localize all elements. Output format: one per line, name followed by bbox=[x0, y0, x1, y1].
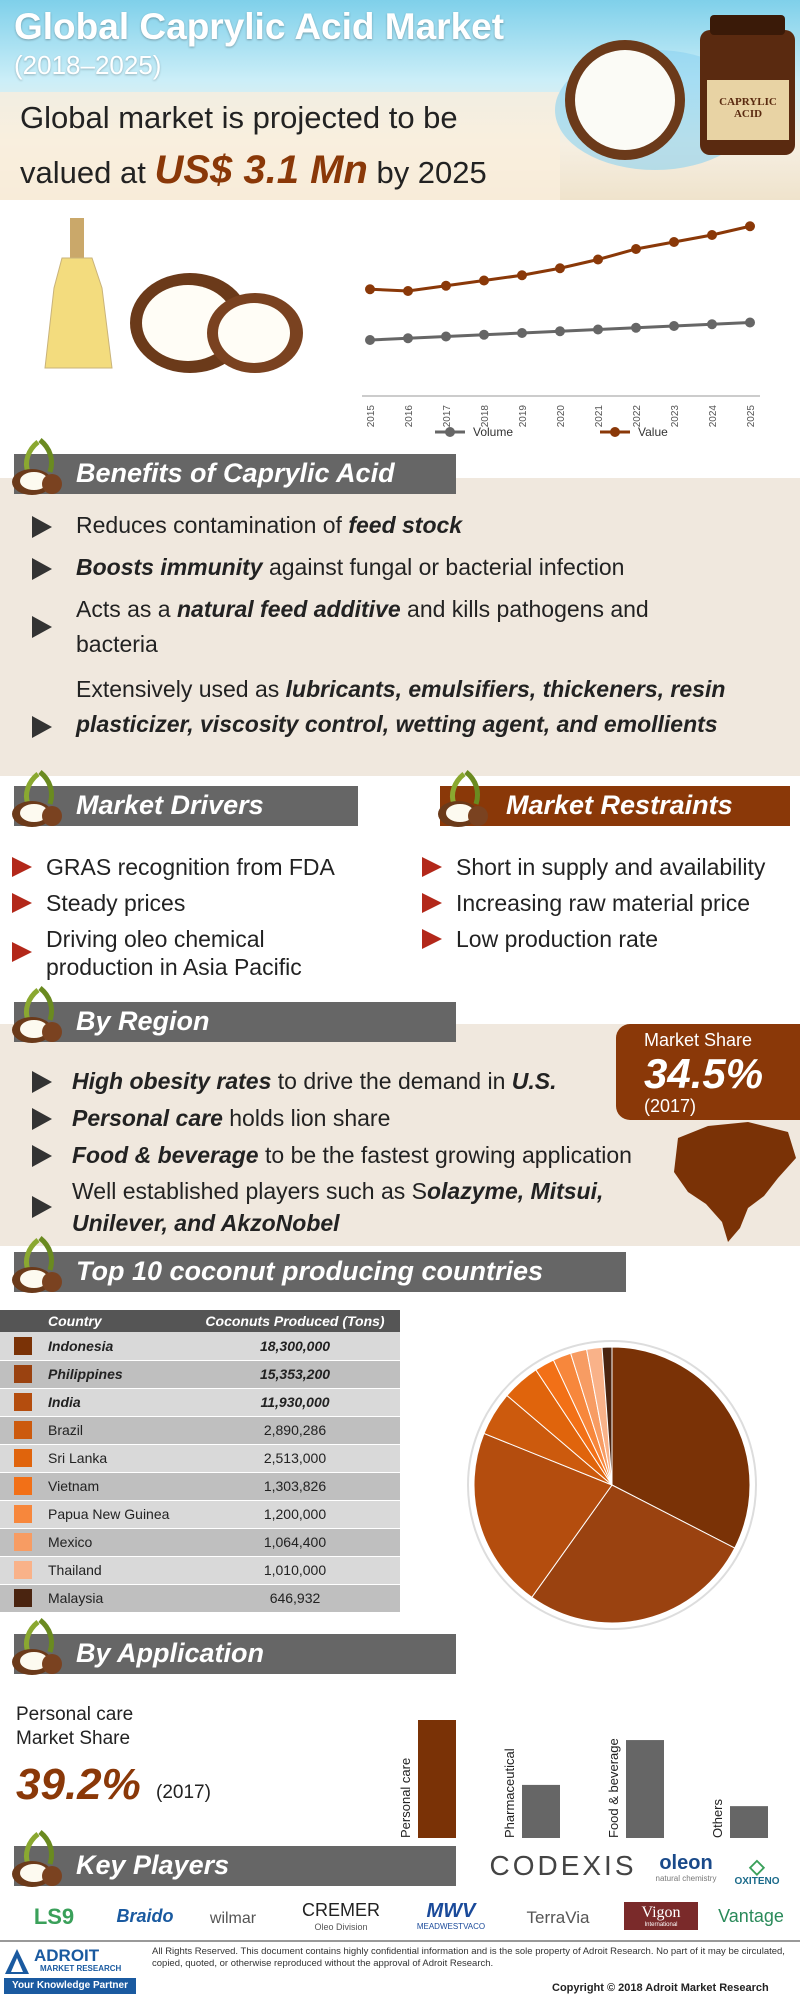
table-row bbox=[0, 1416, 400, 1444]
x-tick-label: 2019 bbox=[518, 405, 529, 428]
data-point bbox=[669, 237, 679, 247]
restraints-title: Market Restraints bbox=[506, 790, 733, 820]
table-row bbox=[0, 1388, 400, 1416]
tons-cell: 1,064,400 bbox=[190, 1528, 400, 1556]
legend-swatch-cell bbox=[0, 1584, 48, 1612]
driver-item: Driving oleo chemical production in Asia Pacific bbox=[46, 926, 302, 980]
benefit-item: Extensively used as lubricants, emulsifiers, thickeners, resin plasticizer, viscosity control, wetting agent, and emollients bbox=[76, 676, 726, 737]
logo-codexis: CODEXIS bbox=[489, 1850, 637, 1881]
data-point bbox=[631, 323, 641, 333]
legend-swatch-cell bbox=[0, 1332, 48, 1360]
logo-oxiteno-mark: ◇ bbox=[749, 1856, 765, 1878]
benefit-item: Boosts immunity against fungal or bacterial infection bbox=[76, 554, 625, 580]
tons-cell: 2,513,000 bbox=[190, 1444, 400, 1472]
legend-swatch bbox=[14, 1449, 32, 1467]
app-share-value: 39.2% bbox=[16, 1760, 141, 1809]
region-item: Food & beverage to be the fastest growing application bbox=[72, 1142, 632, 1168]
data-point bbox=[593, 255, 603, 265]
data-point bbox=[707, 230, 717, 240]
tons-cell: 2,890,286 bbox=[190, 1416, 400, 1444]
bullet-icon bbox=[32, 1071, 52, 1093]
logo-ls9: LS9 bbox=[33, 1904, 75, 1929]
coconut-palm-icon bbox=[10, 1236, 64, 1294]
tons-cell: 1,303,826 bbox=[190, 1472, 400, 1500]
bullet-icon bbox=[32, 1145, 52, 1167]
tons-cell: 1,200,000 bbox=[190, 1500, 400, 1528]
legend-swatch bbox=[14, 1393, 32, 1411]
country-cell: Vietnam bbox=[48, 1472, 190, 1500]
coconut-table bbox=[0, 1310, 400, 1613]
x-tick-label: 2024 bbox=[708, 405, 719, 428]
data-point bbox=[365, 284, 375, 294]
drivers-banner bbox=[14, 786, 358, 826]
x-tick-label: 2025 bbox=[746, 405, 757, 428]
players-banner bbox=[14, 1846, 456, 1886]
coconut-palm-icon bbox=[10, 1618, 64, 1676]
logo-oxiteno: OXITENO bbox=[734, 1876, 780, 1887]
legend-swatch-cell bbox=[0, 1360, 48, 1388]
bullet-icon bbox=[32, 1108, 52, 1130]
application-bar-chart bbox=[380, 1690, 780, 1840]
country-cell: Mexico bbox=[48, 1528, 190, 1556]
driver-item: GRAS recognition from FDA bbox=[46, 854, 335, 880]
bottle-cap bbox=[710, 15, 785, 35]
data-point bbox=[441, 281, 451, 291]
application-banner bbox=[14, 1634, 456, 1674]
legend-swatch bbox=[14, 1365, 32, 1383]
bar bbox=[626, 1740, 664, 1838]
north-america-map-icon bbox=[668, 1118, 800, 1246]
coconut-bottle-image bbox=[555, 0, 800, 200]
data-point bbox=[403, 286, 413, 296]
restraint-arrow-icon bbox=[422, 857, 442, 877]
data-point bbox=[707, 319, 717, 329]
bullet-icon bbox=[32, 558, 52, 580]
data-point bbox=[631, 244, 641, 254]
market-share-badge bbox=[616, 1024, 800, 1120]
region-banner bbox=[14, 1002, 456, 1042]
data-point bbox=[365, 335, 375, 345]
bullet-icon bbox=[32, 516, 52, 538]
legend-swatch-cell bbox=[0, 1472, 48, 1500]
driver-arrow-icon bbox=[12, 942, 32, 962]
coconut-banner bbox=[14, 1252, 626, 1292]
app-share-year: (2017) bbox=[156, 1782, 211, 1803]
data-point bbox=[517, 270, 527, 280]
legend-swatch-cell bbox=[0, 1416, 48, 1444]
oil-bottle bbox=[45, 258, 112, 368]
bottle-label-text: CAPRYLIC ACID bbox=[719, 96, 777, 120]
tons-cell: 11,930,000 bbox=[190, 1388, 400, 1416]
table-row bbox=[0, 1444, 400, 1472]
logo-oleon: oleon bbox=[659, 1852, 713, 1874]
drivers-title: Market Drivers bbox=[76, 790, 264, 820]
projection-line-1: Global market is projected to be bbox=[20, 100, 458, 135]
projection-line-2: valued at US$ 3.1 Mn by 2025 bbox=[20, 148, 487, 192]
bar-category-label: Others bbox=[710, 1798, 725, 1838]
logo-vigon: Vigon bbox=[624, 1902, 698, 1930]
country-cell: Indonesia bbox=[48, 1332, 190, 1360]
legend-swatch bbox=[14, 1589, 32, 1607]
legend-swatch bbox=[14, 1337, 32, 1355]
benefit-item: Reduces contamination of feed stock bbox=[76, 512, 463, 538]
col-header-country: Country bbox=[48, 1310, 190, 1332]
data-point bbox=[479, 276, 489, 286]
coconut-flesh bbox=[575, 50, 675, 150]
players-title: Key Players bbox=[76, 1850, 230, 1880]
bullet-icon bbox=[32, 616, 52, 638]
coconut-table-body bbox=[0, 1332, 400, 1612]
data-point bbox=[593, 325, 603, 335]
col-header-tons: Coconuts Produced (Tons) bbox=[190, 1310, 400, 1332]
projection-value: US$ 3.1 Mn bbox=[154, 148, 368, 192]
country-cell: Philippines bbox=[48, 1360, 190, 1388]
legend-swatch-cell bbox=[0, 1556, 48, 1584]
bar bbox=[418, 1720, 456, 1838]
market-share-value: 34.5% bbox=[644, 1050, 764, 1097]
table-row bbox=[0, 1584, 400, 1612]
x-tick-label: 2023 bbox=[670, 405, 681, 428]
restraint-arrow-icon bbox=[422, 929, 442, 949]
data-point bbox=[669, 321, 679, 331]
logo-braido: Braido bbox=[116, 1906, 174, 1926]
x-tick-label: 2021 bbox=[594, 405, 605, 428]
application-title: By Application bbox=[76, 1638, 265, 1668]
legend-swatch bbox=[14, 1505, 32, 1523]
country-cell: India bbox=[48, 1388, 190, 1416]
legend-swatch bbox=[14, 1421, 32, 1439]
country-cell: Thailand bbox=[48, 1556, 190, 1584]
footer-brand-sub: MARKET RESEARCH bbox=[40, 1964, 122, 1973]
market-share-label: Market Share bbox=[644, 1030, 753, 1050]
country-cell: Sri Lanka bbox=[48, 1444, 190, 1472]
data-point bbox=[745, 318, 755, 328]
market-share-year: (2017) bbox=[644, 1096, 697, 1116]
coconut-half-right-flesh bbox=[218, 303, 290, 363]
logo-cremer: CREMER bbox=[301, 1900, 380, 1920]
table-row bbox=[0, 1500, 400, 1528]
footer-brand: ADROIT bbox=[34, 1946, 100, 1965]
logo-oleon-sub: natural chemistry bbox=[655, 1874, 717, 1883]
page-title: Global Caprylic Acid Market bbox=[14, 6, 505, 47]
tons-cell: 1,010,000 bbox=[190, 1556, 400, 1584]
footer-copyright: Copyright © 2018 Adroit Market Research bbox=[552, 1982, 769, 1994]
benefit-item: Acts as a natural feed additive and kills pathogens and bacteria bbox=[76, 596, 649, 657]
logo-vigon-sub: International bbox=[644, 1922, 678, 1928]
legend-swatch-cell bbox=[0, 1388, 48, 1416]
restraint-arrow-icon bbox=[422, 893, 442, 913]
coconut-palm-icon bbox=[10, 770, 64, 828]
region-item: High obesity rates to drive the demand in U.S. bbox=[72, 1068, 557, 1094]
coconut-palm-icon bbox=[10, 1830, 64, 1888]
coconut-palm-icon bbox=[10, 986, 64, 1044]
coconut-palm-icon bbox=[10, 438, 64, 496]
data-point bbox=[517, 328, 527, 338]
adroit-logo-icon bbox=[4, 1948, 30, 1976]
region-title: By Region bbox=[76, 1006, 210, 1036]
x-tick-label: 2020 bbox=[556, 405, 567, 428]
legend-swatch bbox=[14, 1533, 32, 1551]
legend-swatch-cell bbox=[0, 1444, 48, 1472]
bar bbox=[522, 1785, 560, 1838]
data-point bbox=[441, 332, 451, 342]
x-tick-label: 2016 bbox=[404, 405, 415, 428]
data-point bbox=[403, 333, 413, 343]
logo-mwv-sub: MEADWESTVACO bbox=[416, 1922, 486, 1931]
restraints-banner bbox=[440, 786, 790, 826]
coconut-palm-icon bbox=[436, 770, 490, 828]
coconut-pie-chart bbox=[452, 1335, 772, 1635]
footer bbox=[0, 1940, 800, 2000]
table-row bbox=[0, 1360, 400, 1388]
legend-swatch bbox=[14, 1477, 32, 1495]
table-row bbox=[0, 1556, 400, 1584]
x-tick-label: 2018 bbox=[480, 405, 491, 428]
data-point bbox=[479, 330, 489, 340]
table-row bbox=[0, 1332, 400, 1360]
driver-item: Steady prices bbox=[46, 890, 186, 916]
restraint-item: Short in supply and availability bbox=[456, 854, 766, 880]
logo-vantage: Vantage bbox=[718, 1906, 784, 1926]
logo-cremer-sub: Oleo Division bbox=[314, 1922, 368, 1932]
bullet-icon bbox=[32, 1196, 52, 1218]
table-row bbox=[0, 1528, 400, 1556]
bar-category-label: Personal care bbox=[398, 1757, 413, 1838]
legend-label-volume: Volume bbox=[473, 425, 514, 439]
restraint-item: Low production rate bbox=[456, 926, 659, 952]
table-row bbox=[0, 1472, 400, 1500]
series-line-value bbox=[370, 226, 750, 291]
footer-tagline: Your Knowledge Partner bbox=[4, 1978, 136, 1994]
bar-category-label: Food & beverage bbox=[606, 1738, 621, 1838]
tons-cell: 18,300,000 bbox=[190, 1332, 400, 1360]
legend-swatch bbox=[14, 1561, 32, 1579]
bar-category-label: Pharmaceutical bbox=[502, 1748, 517, 1838]
legend-swatch-cell bbox=[0, 1528, 48, 1556]
bar bbox=[730, 1806, 768, 1838]
driver-arrow-icon bbox=[12, 857, 32, 877]
tons-cell: 646,932 bbox=[190, 1584, 400, 1612]
country-cell: Malaysia bbox=[48, 1584, 190, 1612]
legend-marker bbox=[610, 427, 620, 437]
data-point bbox=[555, 263, 565, 273]
tons-cell: 15,353,200 bbox=[190, 1360, 400, 1388]
legend-swatch-cell bbox=[0, 1500, 48, 1528]
logo-mwv: MWV bbox=[426, 1900, 476, 1922]
legend-marker bbox=[445, 427, 455, 437]
x-tick-label: 2022 bbox=[632, 405, 643, 428]
app-share-label-2: Market Share bbox=[16, 1728, 131, 1749]
legend-label-value: Value bbox=[638, 425, 668, 439]
page-subtitle-years: (2018–2025) bbox=[14, 50, 162, 80]
benefits-banner bbox=[14, 454, 456, 494]
restraint-item: Increasing raw material price bbox=[456, 890, 751, 916]
footer-rights: All Rights Reserved. This document contains highly confidential information and is the sole property of Adroit Research. No part of it may be circulated, copied, quoted, or otherwise reproduced without the approval of Adroit Research. bbox=[152, 1946, 785, 1969]
oil-coconut-image bbox=[40, 208, 310, 378]
driver-arrow-icon bbox=[12, 893, 32, 913]
data-point bbox=[745, 221, 755, 231]
x-tick-label: 2017 bbox=[442, 405, 453, 428]
country-cell: Brazil bbox=[48, 1416, 190, 1444]
region-item: Personal care holds lion share bbox=[72, 1105, 391, 1131]
logo-wilmar: wilmar bbox=[209, 1910, 257, 1927]
data-point bbox=[555, 326, 565, 336]
benefits-title: Benefits of Caprylic Acid bbox=[76, 458, 395, 488]
coconut-title: Top 10 coconut producing countries bbox=[76, 1256, 544, 1286]
region-item: Well established players such as Solazyme, Mitsui, Unilever, and AkzoNobel bbox=[72, 1178, 604, 1236]
x-tick-label: 2015 bbox=[366, 405, 377, 428]
trend-line-chart bbox=[340, 200, 780, 450]
country-cell: Papua New Guinea bbox=[48, 1500, 190, 1528]
logo-terravia: TerraVia bbox=[526, 1908, 590, 1927]
bottle-cork bbox=[70, 218, 84, 258]
bullet-icon bbox=[32, 716, 52, 738]
app-share-label-1: Personal care bbox=[16, 1704, 134, 1725]
table-header-row bbox=[0, 1310, 400, 1332]
